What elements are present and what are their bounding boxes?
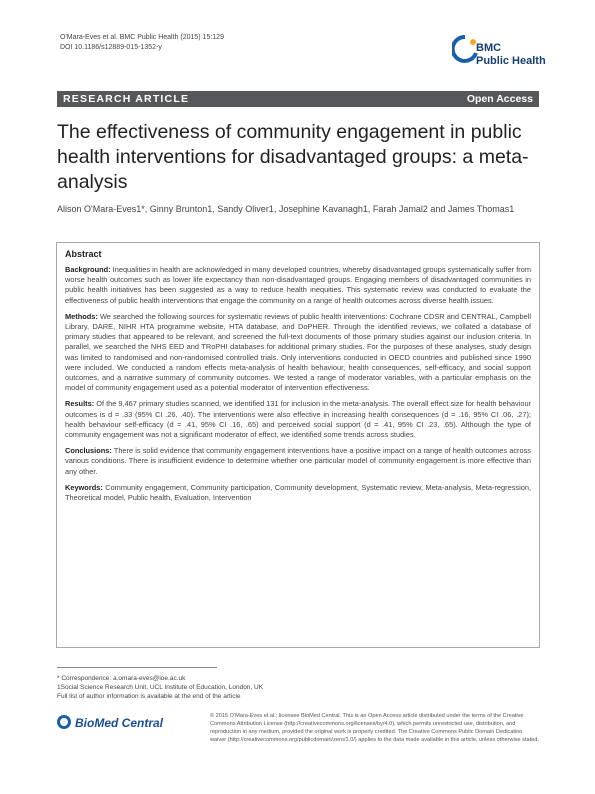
abstract-heading: Abstract xyxy=(65,249,102,259)
publisher-name: BioMed Central xyxy=(75,716,164,730)
license-text: © 2015 O'Mara-Eves et al.; licensee BioMed Central. This is an Open Access article distributed under the terms of the Creative Commons Attribution License (http://creativecommons.org/licenses/by/4.0), which permits unrestricted use, distribution, and reproduction in any medium, provided the original work is properly credited. The Creative Commons Public Domain Dedication waiver (http://creativecommons.org/publicdomain/zero/1.0/) applies to the data made available in this article, unless otherwise stated. xyxy=(210,713,539,743)
correspondence-email[interactable]: * Correspondence: a.omara-eves@ioe.ac.uk xyxy=(57,675,186,682)
open-access-label: Open Access xyxy=(466,93,533,105)
logo-line1: BMC xyxy=(476,42,502,54)
citation: O'Mara-Eves et al. BMC Public Health (2015) 15:129 xyxy=(60,34,224,41)
article-type: RESEARCH ARTICLE xyxy=(63,93,190,105)
abstract-conclusions: Conclusions: There is solid evidence that community engagement interventions have a positive impact on a range of health outcomes across various conditions. There is insufficient evidence to determine whether one particular model of community engagement is more effective than any other. xyxy=(65,446,531,476)
publisher-logo xyxy=(57,713,177,733)
abstract-box xyxy=(56,242,540,648)
bmc-logo-icon xyxy=(452,35,478,65)
doi: DOI 10.1186/s12889-015-1352-y xyxy=(60,44,162,51)
biomed-ring-icon xyxy=(57,715,71,729)
running-header xyxy=(60,33,224,53)
abstract-methods: Methods: We searched the following sources for systematic reviews of public health interventions: Cochrane CDSR and CENTRAL, Campbell Library, DARE, NIHR HTA programme website, HTA database, and DoPHER. Through the identified reviews, we collated a database of primary studies that appeared to be relevant, and screened the full-text documents of those primary studies against our inclusion criteria. In parallel, we searched the NHS EED and TRoPHI databases for additional primary studies. For the purposes of these analyses, study design was limited to randomised and non-randomised controlled trials. Only interventions conducted in OECD countries and published since 1990 were included. We conducted a random effects meta-analysis of health behaviour, health consequences, self-efficacy, and social support outcomes, and a narrative summary of community outcomes. We tested a range of moderator variables, with a particular emphasis on the model of community engagement used as a potential moderator of intervention effectiveness. xyxy=(65,311,531,393)
affiliation: 1Social Science Research Unit, UCL Institute of Education, London, UK xyxy=(57,684,264,691)
footnotes xyxy=(57,674,307,701)
author-info-note: Full list of author information is available at the end of the article xyxy=(57,693,241,700)
logo-line2: Public Health xyxy=(476,55,546,67)
abstract-keywords: Keywords: Community engagement, Community participation, Community development, Systematic review, Meta-analysis, Meta-regression, Theoretical model, Public health, Evaluation, Intervention xyxy=(65,482,531,503)
author-list: Alison O'Mara-Eves1*, Ginny Brunton1, Sandy Oliver1, Josephine Kavanagh1, Farah Jamal2 and James Thomas1 xyxy=(57,204,515,214)
article-type-banner xyxy=(57,91,539,107)
abstract-results: Results: Of the 9,467 primary studies scanned, we identified 131 for inclusion in the meta-analysis. The overall effect size for health behaviour outcomes is d = .33 (95% CI .26, .40). The interventions were also effective in increasing health consequences (d = .16, 95% CI .06, .27); health behaviour self-efficacy (d = .41, 95% CI .16, .65) and perceived social support (d = .41, 95% CI .23, .65). Although the type of community engagement was not a significant moderator of effect, we identified some trends across studies. xyxy=(65,399,532,440)
article-title: The effectiveness of community engagement in public health interventions for disadvantaged groups: a meta-analysis xyxy=(57,121,529,193)
abstract-background: Background: Inequalities in health are acknowledged in many developed countries, whereby disadvantaged groups systematically suffer from worse health outcomes such as lower life expectancy than non-disadvantaged groups. Engaging members of disadvantaged communities in public health initiatives has been suggested as a way to reduce health inequities. This systematic review was conducted to evaluate the effectiveness of public health interventions that engage the community on a range of health outcomes across diverse health issues. xyxy=(65,265,531,305)
footnote-rule xyxy=(57,667,217,668)
journal-logo xyxy=(452,33,552,73)
